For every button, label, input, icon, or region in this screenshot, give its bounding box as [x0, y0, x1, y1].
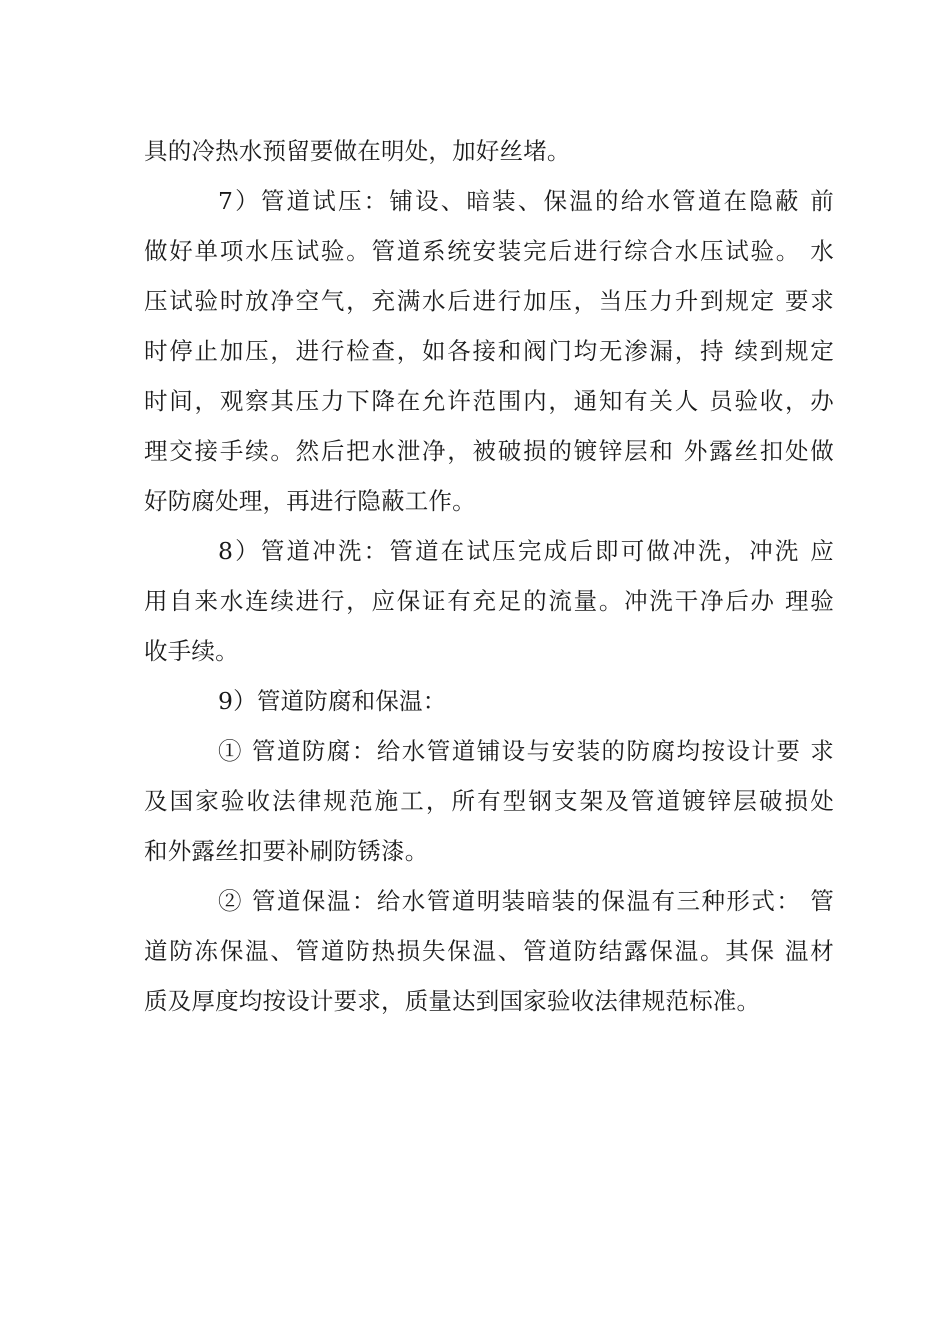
text-line: 好防腐处理，再进行隐蔽工作。	[144, 487, 476, 515]
paragraph-8-heading-line: 8）管道冲洗：管道在试压完成后即可做冲洗，冲洗 应	[218, 537, 834, 565]
text-line: 质及厚度均按设计要求，质量达到国家验收法律规范标准。	[144, 987, 761, 1015]
text-line: 做好单项水压试验。管道系统安装完后进行综合水压试验。 水	[144, 237, 834, 265]
text-line: 用自来水连续进行，应保证有充足的流量。冲洗干净后办 理验	[144, 587, 834, 615]
text-line: 理交接手续。然后把水泄净，被破损的镀锌层和 外露丝扣处做	[144, 437, 834, 465]
text-line: 道防冻保温、管道防热损失保温、管道防结露保温。其保 温材	[144, 937, 834, 965]
item-2-heading-line: ② 管道保温：给水管道明装暗装的保温有三种形式： 管	[218, 887, 834, 915]
text-line: 和外露丝扣要补刷防锈漆。	[144, 837, 429, 865]
text-line: 时停止加压，进行检查，如各接和阀门均无渗漏，持 续到规定	[144, 337, 834, 365]
text-line: 时间，观察其压力下降在允许范围内，通知有关人 员验收，办	[144, 387, 834, 415]
text-line: 具的冷热水预留要做在明处，加好丝堵。	[144, 137, 571, 165]
paragraph-7-heading-line: 7）管道试压：铺设、暗装、保温的给水管道在隐蔽 前	[218, 187, 834, 215]
text-line: 压试验时放净空气，充满水后进行加压，当压力升到规定 要求	[144, 287, 834, 315]
text-line: 及国家验收法律规范施工，所有型钢支架及管道镀锌层破损处	[144, 787, 834, 815]
item-1-heading-line: ① 管道防腐：给水管道铺设与安装的防腐均按设计要 求	[218, 737, 834, 765]
text-line: 收手续。	[144, 637, 239, 665]
paragraph-9-heading-line: 9）管道防腐和保温：	[218, 687, 447, 715]
